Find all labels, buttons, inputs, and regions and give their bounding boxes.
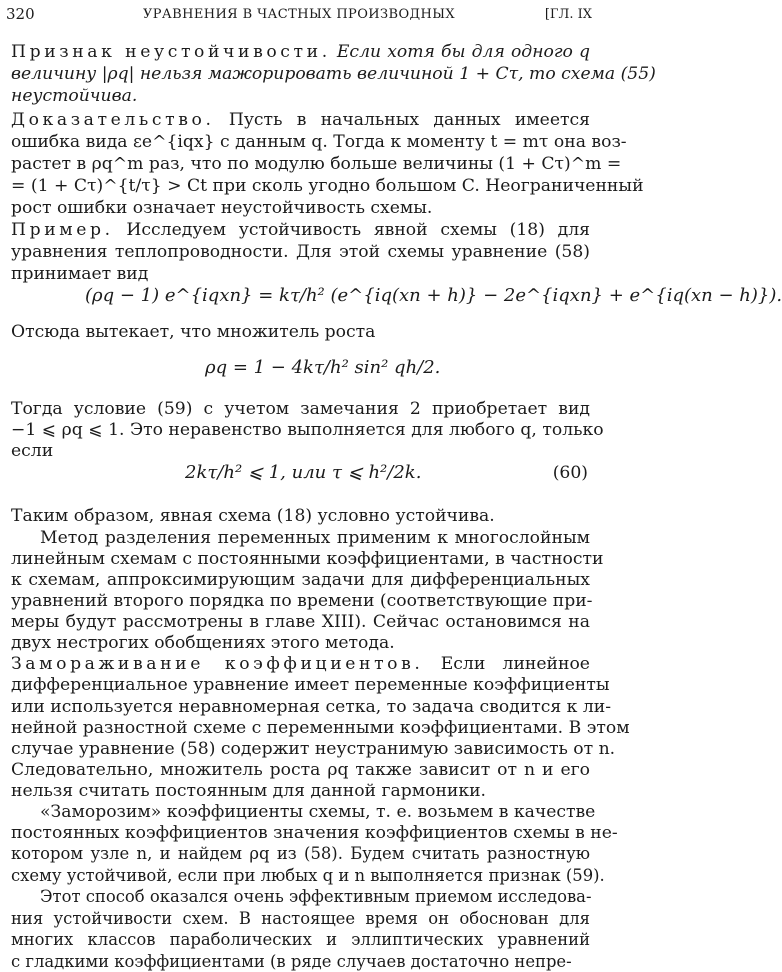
text-line: Следовательно, множитель роста ρq также зависит от n и его (11, 759, 590, 780)
text-line: рост ошибки означает неустойчивость схемы. (11, 198, 433, 218)
text-line: нельзя считать постоянным для данной гармоники. (11, 781, 487, 801)
text-line: если (11, 441, 54, 462)
text-line: ния устойчивости схем. В настоящее время он обоснован для (11, 908, 590, 928)
text-line: многих классов параболических и эллиптических уравнений (11, 930, 590, 950)
text-line: или используется неравномерная сетка, то задача сводится к ли- (11, 696, 612, 717)
text-line: растет в ρq^m раз, что по модулю больше величины (1 + Cτ)^m = (11, 154, 622, 174)
text-line: линейным схемам с постоянными коэффициентами, в частности (11, 548, 604, 569)
text-line: Метод разделения переменных применим к многослойным (40, 527, 590, 548)
chapter-label: [ГЛ. IX (544, 7, 592, 22)
text-line: меры будут рассмотрены в главе XIII). Сейчас остановимся на (11, 612, 590, 633)
text-line: Отсюда вытекает, что множитель роста (11, 322, 376, 343)
text-line: Таким образом, явная схема (18) условно устойчива. (11, 506, 495, 527)
running-title: УРАВНЕНИЯ В ЧАСТНЫХ ПРОИЗВОДНЫХ (142, 7, 456, 22)
text-line: Этот способ оказался очень эффективным приемом исследова- (40, 887, 592, 907)
text-line: Тогда условие (59) с учетом замечания 2 приобретает вид (11, 398, 590, 419)
text-line: принимает вид (11, 264, 149, 284)
text-line: «Заморозим» коэффициенты схемы, т. е. возьмем в качестве (40, 802, 596, 823)
text-line: случае уравнение (58) содержит неустранимую зависимость от n. (11, 738, 616, 759)
text-line: дифференциальное уравнение имеет переменные коэффициенты (11, 675, 610, 696)
running-header (6, 5, 592, 27)
text-line: неустойчива. (11, 86, 138, 106)
text-line: ошибка вида εe^{iqx} с данным q. Тогда к моменту t = mτ она воз- (11, 132, 627, 152)
text-line: Замораживание коэффициентов. Если линейное (11, 654, 590, 675)
text-line: = (1 + Cτ)^{t/τ} > Ct при сколь угодно большом C. Неограниченный (11, 176, 644, 196)
formula-growth-equation: (ρq − 1) e^{iqxn} = kτ/h² (e^{iq(xn + h)} − 2e^{iqxn} + e^{iq(xn − h)}). (85, 285, 782, 306)
text-line: постоянных коэффициентов значения коэффициентов схемы в не- (11, 823, 618, 844)
text-line: с гладкими коэффициентами (в ряде случаев достаточно непре- (11, 952, 572, 971)
text-line: Доказательство. Пусть в начальных данных имеется (11, 110, 590, 130)
text-line: −1 ⩽ ρq ⩽ 1. Это неравенство выполняется для любого q, только (11, 420, 604, 441)
text-line: уравнений второго порядка по времени (соответствующие при- (11, 590, 593, 611)
text-line: Пример. Исследуем устойчивость явной схемы (18) для (11, 220, 590, 240)
formula-stability-condition: 2kτ/h² ⩽ 1, или τ ⩽ h²/2k. (185, 462, 422, 484)
text-line: к схемам, аппроксимирующим задачи для дифференциальных (11, 569, 590, 590)
text-line: котором узле n, и найдем ρq из (58). Будем считать разностную (11, 844, 590, 863)
formula-growth-factor: ρq = 1 − 4kτ/h² sin² qh/2. (205, 356, 441, 378)
page-number: 320 (6, 5, 35, 23)
text-line: нейной разностной схеме с переменными коэффициентами. В этом (11, 717, 630, 738)
text-line: Признак неустойчивости. Если хотя бы для одного q (11, 42, 591, 62)
text-line: схему устойчивой, если при любых q и n выполняется признак (59). (11, 865, 605, 885)
text-line: величину |ρq| нельзя мажорировать величиной 1 + Cτ, то схема (55) (11, 64, 656, 84)
equation-number: (60) (552, 463, 588, 484)
text-line: уравнения теплопроводности. Для этой схемы уравнение (58) (11, 242, 590, 262)
text-line: двух нестрогих обобщениях этого метода. (11, 633, 395, 654)
